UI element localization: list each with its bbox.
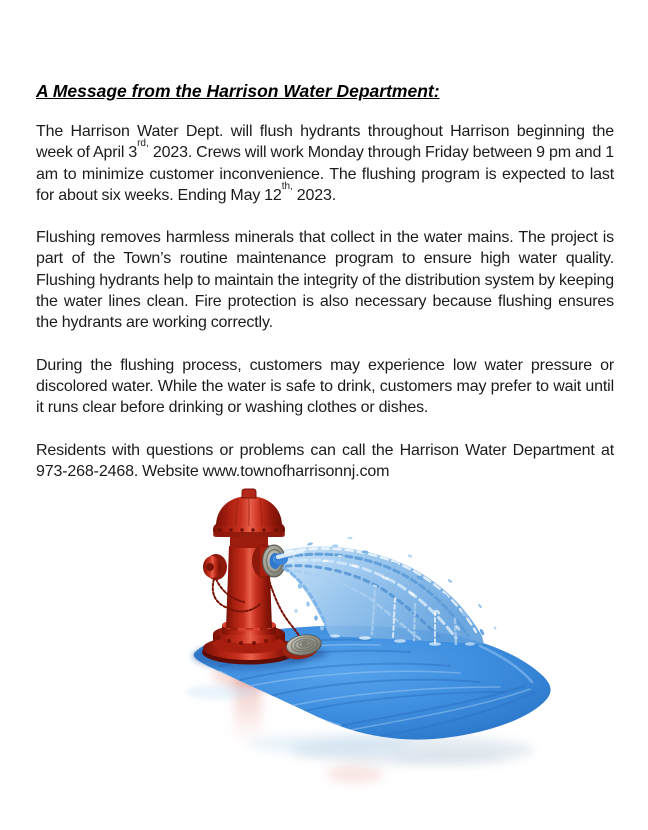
ordinal-superscript-rd: rd, (137, 137, 149, 149)
hydrant-spray-graphic (150, 486, 570, 806)
ordinal-superscript-th: th, (281, 180, 293, 192)
schedule-text-segment-3: 2023. (292, 186, 337, 204)
document-body (36, 81, 614, 503)
paragraph-contact-info: Residents with questions or problems can call the Harrison Water Department at 973-268-2468. Website www.townofharrisonnj.com (36, 441, 614, 480)
document-title: A Message from the Harrison Water Department: (36, 81, 440, 101)
hydrant-illustration (150, 486, 570, 806)
paragraph-customer-impact: During the flushing process, customers may experience low water pressure or discolored water. While the water is safe to drink, customers may prefer to wait until it runs clear before drinking or washing clothes or dishes. (36, 356, 614, 417)
paragraph-flushing-schedule (36, 121, 614, 206)
paragraph-flushing-purpose: Flushing removes harmless minerals that collect in the water mains. The project is part of the Town’s routine maintenance program to ensure high water quality. Flushing hydrants help to maintain the integrity of the distribution system by keeping the water lines clean. Fire protection is also necessary because flushing ensures the hydrants are working correctly. (36, 229, 614, 332)
schedule-text-segment-1: The Harrison Water Dept. will flush hydrants throughout Harrison beginning the week of April 3 (36, 123, 614, 162)
schedule-text-segment-2: 2023. Crews will work Monday through Friday between 9 pm and 1 am to minimize customer inconvenience. The flushing program is expected to last for about six weeks. Ending May 12 (36, 144, 614, 204)
left-nozzle (203, 554, 227, 580)
